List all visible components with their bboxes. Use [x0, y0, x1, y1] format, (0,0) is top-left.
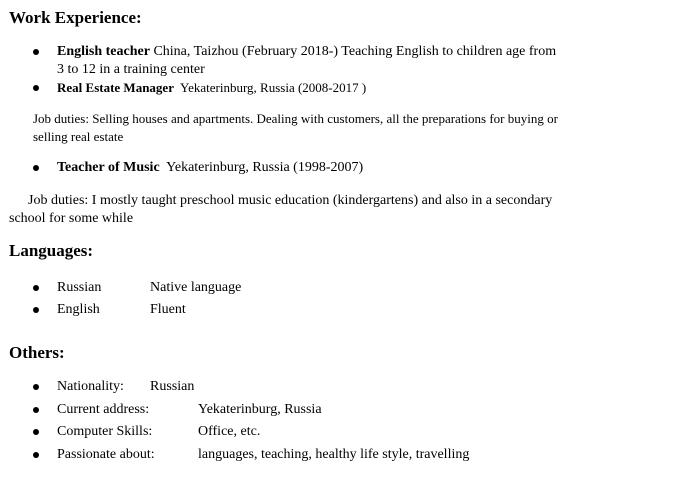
others-list: [0, 376, 683, 466]
bullet-icon: [33, 85, 39, 91]
language-level: Native language: [150, 280, 242, 295]
job-item-english-teacher: [0, 43, 683, 79]
job-duties-real-estate: [33, 110, 558, 146]
bullet-icon: [33, 429, 39, 435]
others-label: Nationality:: [57, 379, 124, 394]
job-item-teacher-of-music: [0, 159, 683, 177]
others-value: Office, etc.: [198, 424, 261, 439]
others-label: Current address:: [57, 401, 150, 417]
bullet-icon: [33, 165, 39, 171]
others-label: Passionate about:: [57, 446, 155, 462]
work-experience-heading: Work Experience:: [9, 8, 142, 27]
bullet-icon: [33, 285, 39, 291]
job-item-real-estate-manager: [0, 79, 683, 97]
bullet-icon: [33, 49, 39, 55]
others-item-passionate-about: [0, 444, 683, 467]
bullet-icon: [33, 407, 39, 413]
job-title: Real Estate Manager: [57, 80, 174, 95]
duties-line: selling real estate: [33, 129, 124, 144]
language-name: Russian: [57, 280, 102, 295]
duties-line: Job duties: Selling houses and apartments. Dealing with customers, all the preparations for buying or: [33, 111, 558, 126]
job-detail: Yekaterinburg, Russia (2008-2017 ): [180, 80, 367, 95]
bullet-icon: [33, 384, 39, 390]
work-list-1: [0, 43, 683, 97]
job-title: English teacher: [57, 44, 150, 59]
language-level: Fluent: [150, 302, 186, 317]
others-item-nationality: [0, 376, 683, 399]
others-value: Yekaterinburg, Russia: [198, 401, 322, 417]
job-detail: China, Taizhou (February 2018-) Teaching English to children age from: [153, 44, 557, 59]
others-item-address: [0, 399, 683, 422]
others-heading: Others:: [9, 343, 65, 362]
others-value: languages, teaching, healthy life style, travelling: [198, 446, 470, 462]
languages-list: [0, 277, 683, 321]
duties-line: Job duties: I mostly taught preschool music education (kindergartens) and also in a secondary: [28, 193, 553, 208]
job-detail-continued: 3 to 12 in a training center: [57, 62, 205, 77]
language-name: English: [57, 302, 100, 317]
duties-line: school for some while: [9, 211, 134, 226]
languages-heading: Languages:: [9, 241, 94, 260]
job-duties-music: [9, 192, 634, 228]
work-list-2: [0, 159, 683, 177]
bullet-icon: [33, 307, 39, 313]
others-label: Computer Skills:: [57, 424, 153, 439]
job-title: Teacher of Music: [57, 160, 160, 175]
others-value: Russian: [150, 379, 195, 394]
language-item: [0, 277, 683, 299]
bullet-icon: [33, 452, 39, 458]
others-item-computer-skills: [0, 421, 683, 444]
job-detail: Yekaterinburg, Russia (1998-2007): [166, 160, 364, 175]
language-item: [0, 299, 683, 321]
